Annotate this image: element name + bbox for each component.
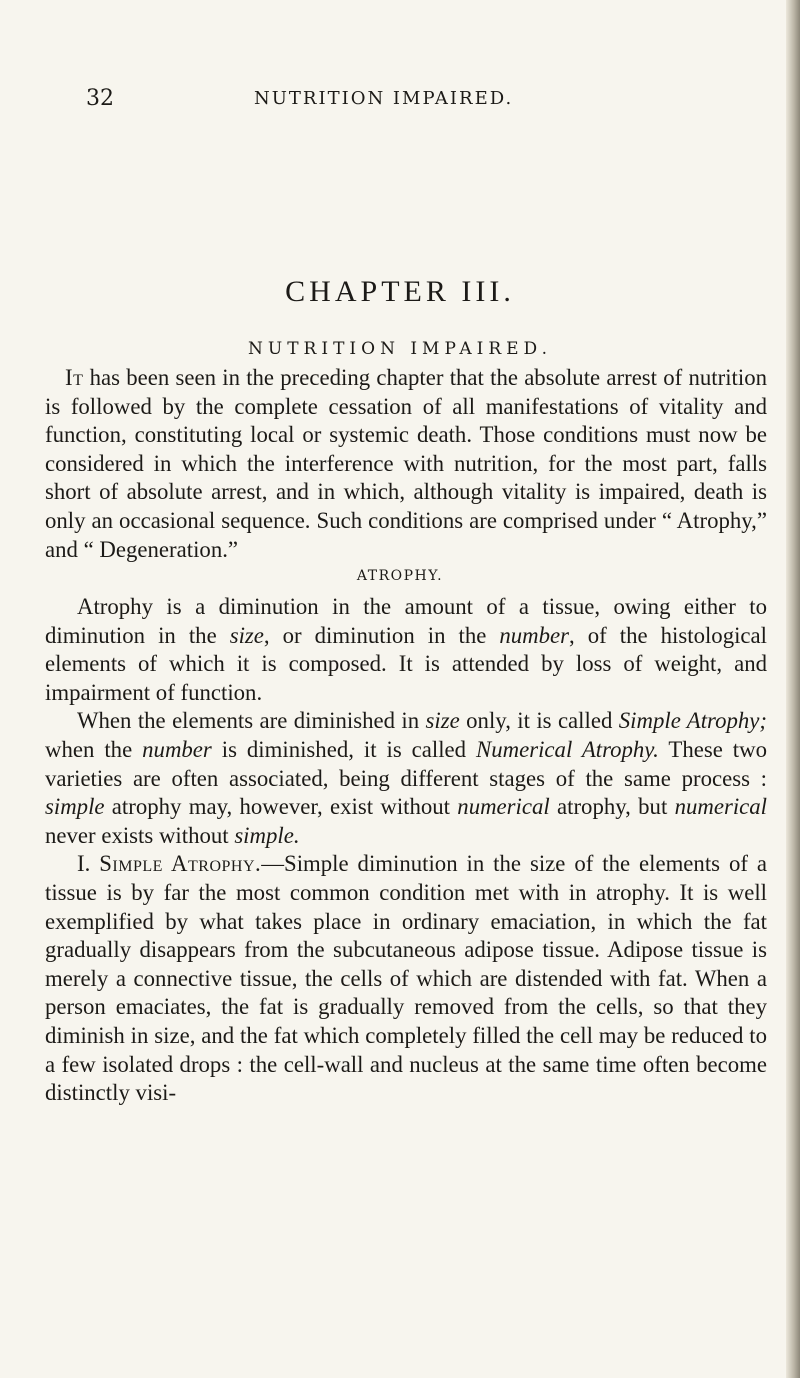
italic-run: simple. <box>234 822 300 848</box>
varieties-paragraph <box>45 707 767 850</box>
italic-run: size <box>229 622 264 648</box>
italic-run: Numerical Atrophy. <box>476 736 659 762</box>
page-number: 32 <box>86 86 114 111</box>
text-run: atrophy, but <box>549 794 675 820</box>
text-run: , or diminution in the <box>263 622 500 648</box>
italic-run: number <box>142 736 212 762</box>
italic-run: Simple Atrophy; <box>618 708 767 734</box>
text-run: only, it is called <box>459 708 619 734</box>
text-run: , of the histological elements of which it is composed. It is attended by loss of weight, and impairment of function. <box>45 622 768 705</box>
intro-text: has been seen in the preceding chapter that the absolute arrest of nutrition is followed by the complete cessation of all manifestations of vitality and function, constituting local or systemic death. Those conditions must now be considered in which the interference with nutrition, for the most part, falls short of absolute arrest, and in which, although vitality is impaired, death is only an occasional sequence. Such conditions are comprised under “ Atrophy,” and “ Degeneration.” <box>45 365 767 562</box>
text-run: These two varieties are often associated, being different stages of the same process : <box>45 736 767 791</box>
section-heading-atrophy: ATROPHY. <box>356 568 444 584</box>
text-run: is diminished, it is called <box>211 736 477 762</box>
section-numeral: I. <box>77 851 100 877</box>
italic-run: simple <box>45 794 105 820</box>
intro-lead-word: It <box>65 365 84 390</box>
italic-run: size <box>425 708 460 734</box>
text-run: Atrophy is a diminution in the amount of a tissue, owing either to diminution in the <box>45 594 767 648</box>
text-run: —Simple diminution in the size of the elements of a tissue is by far the most common condition met with in atrophy. It is well exemplified by what takes place in ordinary emaciation, in which the fat gradually disappears from the subcutaneous adipose tissue. Adipose tissue is merely a connective tissue, the cells of which are distended with fat. When a person emaciates, the fat is gradually removed from the cells, so that they diminish in size, and the fat which completely filled the cell may be reduced to a few isolated drops : the cell-wall and nucleus at the same time often become distinctly visi- <box>45 851 767 1106</box>
text-run: atrophy may, however, exist without <box>104 794 458 820</box>
italic-run: number <box>499 622 570 648</box>
page-edge-shadow <box>786 0 800 1378</box>
simple-atrophy-paragraph <box>45 850 767 1107</box>
text-run: When the elements are diminished in <box>77 708 426 734</box>
italic-run: numerical <box>674 794 767 820</box>
italic-run: numerical <box>457 794 550 820</box>
chapter-subtitle: NUTRITION IMPAIRED. <box>248 339 552 359</box>
intro-paragraph <box>45 364 767 564</box>
atrophy-definition <box>45 593 767 707</box>
atrophy-body <box>45 593 767 1108</box>
running-head-title: NUTRITION IMPAIRED. <box>254 88 514 109</box>
text-run: when the <box>45 736 143 762</box>
chapter-heading: CHAPTER III. <box>285 275 515 308</box>
simple-atrophy-heading: Simple Atrophy. <box>99 851 262 877</box>
text-run: never exists without <box>45 822 235 848</box>
